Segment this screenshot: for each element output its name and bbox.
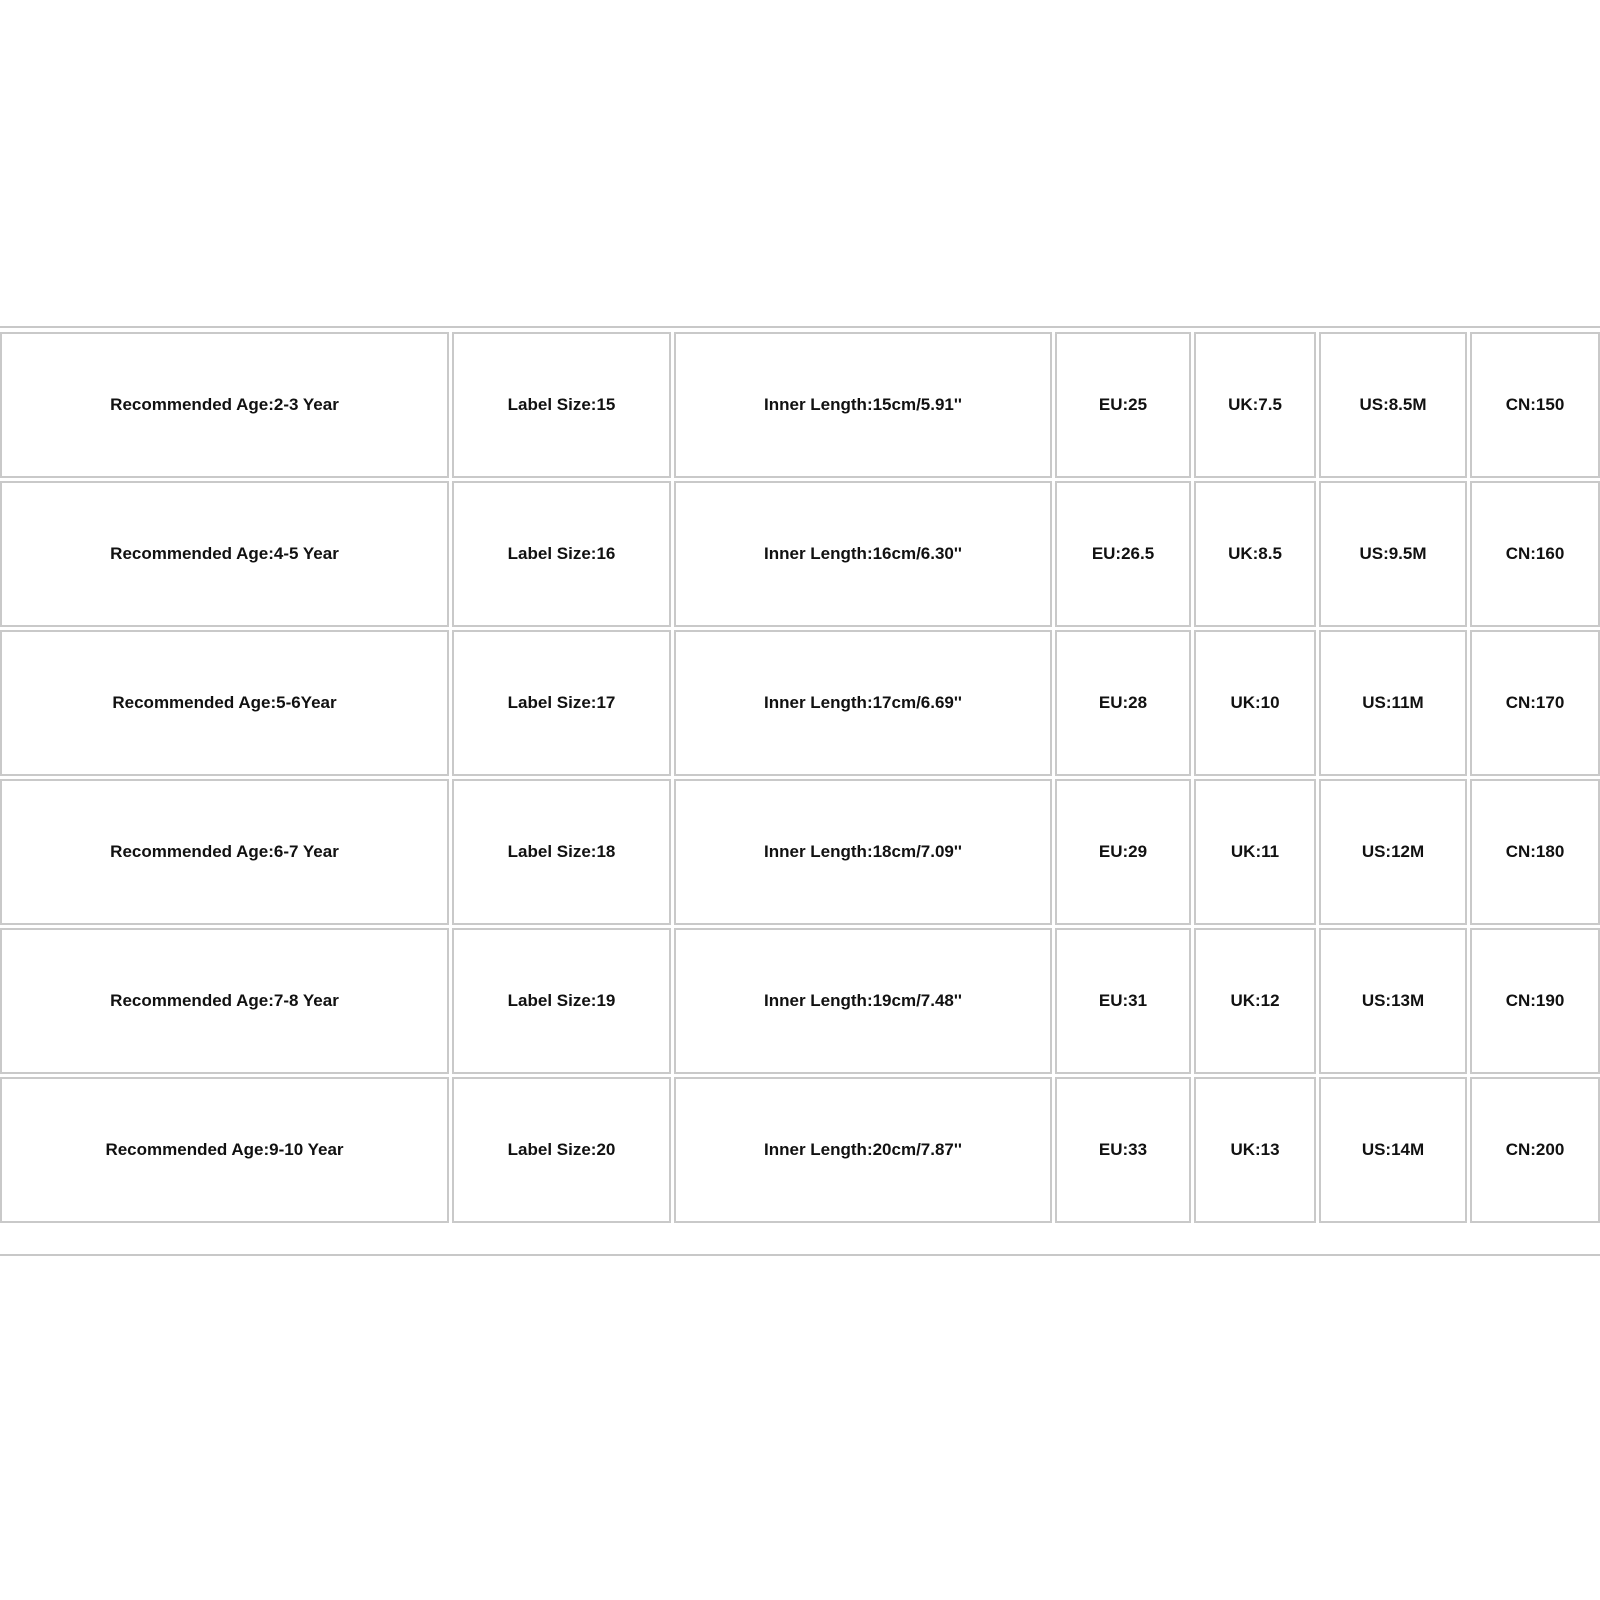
eu-size-cell: EU:29 (1055, 779, 1191, 925)
eu-size-cell: EU:26.5 (1055, 481, 1191, 627)
us-size-cell: US:12M (1319, 779, 1467, 925)
table-row (0, 332, 1600, 478)
age-cell: Recommended Age:2-3 Year (0, 332, 449, 478)
uk-size-cell: UK:11 (1194, 779, 1316, 925)
us-size-cell: US:11M (1319, 630, 1467, 776)
age-cell: Recommended Age:7-8 Year (0, 928, 449, 1074)
cn-size-cell: CN:170 (1470, 630, 1600, 776)
table-row (0, 928, 1600, 1074)
table-row (0, 630, 1600, 776)
uk-size-cell: UK:7.5 (1194, 332, 1316, 478)
eu-size-cell: EU:25 (1055, 332, 1191, 478)
age-cell: Recommended Age:9-10 Year (0, 1077, 449, 1223)
label-size-cell: Label Size:17 (452, 630, 671, 776)
cn-size-cell: CN:180 (1470, 779, 1600, 925)
eu-size-cell: EU:28 (1055, 630, 1191, 776)
inner-length-cell: Inner Length:18cm/7.09'' (674, 779, 1052, 925)
inner-length-cell: Inner Length:19cm/7.48'' (674, 928, 1052, 1074)
age-cell: Recommended Age:5-6Year (0, 630, 449, 776)
cn-size-cell: CN:200 (1470, 1077, 1600, 1223)
label-size-cell: Label Size:20 (452, 1077, 671, 1223)
size-chart (0, 326, 1600, 1256)
uk-size-cell: UK:13 (1194, 1077, 1316, 1223)
uk-size-cell: UK:12 (1194, 928, 1316, 1074)
age-cell: Recommended Age:4-5 Year (0, 481, 449, 627)
label-size-cell: Label Size:18 (452, 779, 671, 925)
table-row (0, 481, 1600, 627)
size-table (0, 329, 1600, 1226)
label-size-cell: Label Size:16 (452, 481, 671, 627)
inner-length-cell: Inner Length:16cm/6.30'' (674, 481, 1052, 627)
label-size-cell: Label Size:15 (452, 332, 671, 478)
inner-length-cell: Inner Length:20cm/7.87'' (674, 1077, 1052, 1223)
us-size-cell: US:14M (1319, 1077, 1467, 1223)
label-size-cell: Label Size:19 (452, 928, 671, 1074)
inner-length-cell: Inner Length:17cm/6.69'' (674, 630, 1052, 776)
cn-size-cell: CN:190 (1470, 928, 1600, 1074)
us-size-cell: US:13M (1319, 928, 1467, 1074)
table-row (0, 779, 1600, 925)
table-row (0, 1077, 1600, 1223)
age-cell: Recommended Age:6-7 Year (0, 779, 449, 925)
eu-size-cell: EU:31 (1055, 928, 1191, 1074)
uk-size-cell: UK:8.5 (1194, 481, 1316, 627)
inner-length-cell: Inner Length:15cm/5.91'' (674, 332, 1052, 478)
us-size-cell: US:9.5M (1319, 481, 1467, 627)
cn-size-cell: CN:150 (1470, 332, 1600, 478)
uk-size-cell: UK:10 (1194, 630, 1316, 776)
us-size-cell: US:8.5M (1319, 332, 1467, 478)
eu-size-cell: EU:33 (1055, 1077, 1191, 1223)
cn-size-cell: CN:160 (1470, 481, 1600, 627)
